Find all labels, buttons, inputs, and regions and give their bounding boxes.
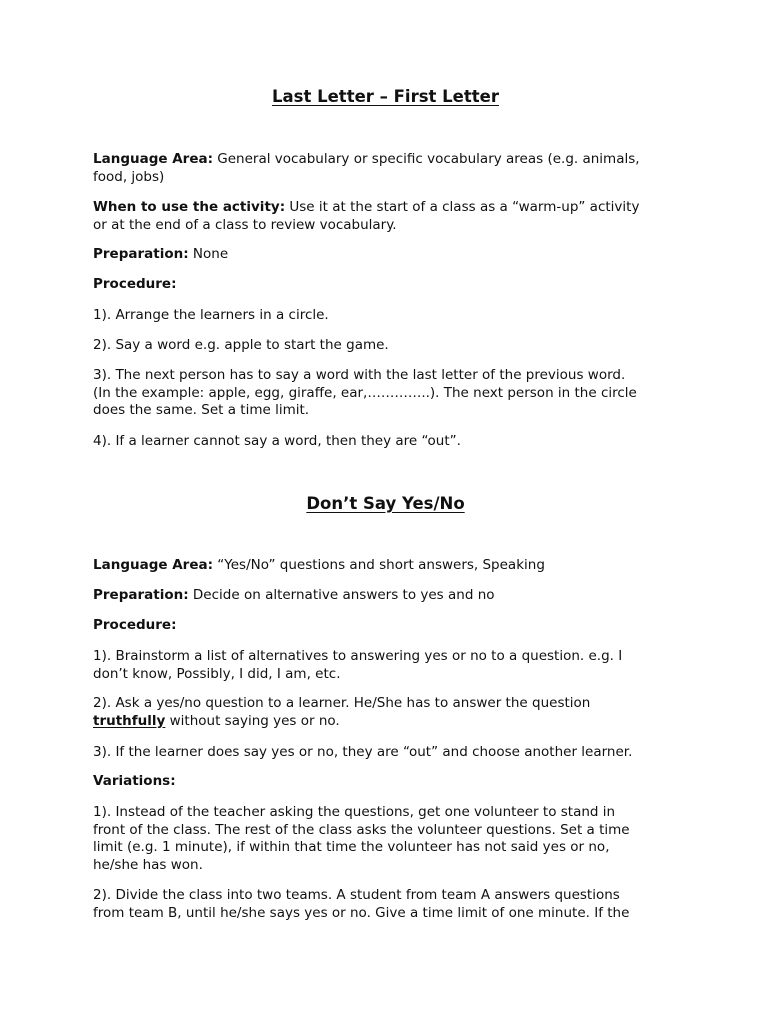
section2-language-area — [93, 557, 678, 575]
when-label: When to use the activity: — [93, 199, 286, 215]
variation-line: limit (e.g. 1 minute), if within that time the volunteer has not said yes or no, — [93, 839, 610, 855]
step-line: don’t know, Possibly, I did, I am, etc. — [93, 665, 341, 682]
language-area-text-cont: food, jobs) — [93, 168, 165, 185]
language-area-label: Language Area: — [93, 151, 213, 167]
section2-variation-2 — [93, 887, 678, 922]
emphasis-truthfully: truthfully — [93, 712, 166, 729]
step-line: 3). If the learner does say yes or no, they are “out” and choose another learner. — [93, 744, 633, 760]
step-line-rest: without saying yes or no. — [165, 712, 340, 729]
when-text: Use it at the start of a class as a “warm-up” activity — [285, 199, 640, 215]
when-text-cont: or at the end of a class to review vocabulary. — [93, 216, 397, 233]
section1-procedure-label: Procedure: — [93, 276, 177, 292]
step-line: 4). If a learner cannot say a word, then they are “out”. — [93, 433, 461, 449]
step-line: 1). Brainstorm a list of alternatives to answering yes or no to a question. e.g. I — [93, 648, 623, 664]
variation-line: he/she has won. — [93, 856, 203, 873]
section2-step-1 — [93, 648, 678, 683]
variation-line: from team B, until he/she says yes or no. Give a time limit of one minute. If the — [93, 904, 630, 921]
section2-preparation — [93, 587, 678, 605]
section1-preparation — [93, 246, 678, 264]
step-line: (In the example: apple, egg, giraffe, ear,…………..). The next person in the circle — [93, 384, 637, 401]
language-area-text: General vocabulary or specific vocabulary areas (e.g. animals, — [213, 151, 640, 167]
section1-title: Last Letter – First Letter — [272, 87, 499, 106]
variation-line: front of the class. The rest of the class asks the volunteer questions. Set a time — [93, 821, 630, 838]
section2-step-3 — [93, 744, 678, 762]
section1-step-4 — [93, 433, 678, 451]
section2-procedure-label: Procedure: — [93, 617, 177, 633]
preparation-label: Preparation: — [93, 246, 189, 262]
step-line: 3). The next person has to say a word with the last letter of the previous word. — [93, 367, 626, 383]
preparation-text: Decide on alternative answers to yes and no — [188, 587, 495, 603]
section2-step-2 — [93, 695, 678, 730]
section1-step-1 — [93, 307, 678, 325]
section2-variations-label: Variations: — [93, 773, 176, 789]
step-line: 2). Say a word e.g. apple to start the game. — [93, 337, 389, 353]
variation-line: 2). Divide the class into two teams. A student from team A answers questions — [93, 887, 620, 903]
language-area-label: Language Area: — [93, 557, 213, 573]
step-line: 2). Ask a yes/no question to a learner. He/She has to answer the question — [93, 695, 591, 711]
section1-step-3 — [93, 367, 678, 420]
section1-language-area — [93, 151, 678, 186]
step-line: 1). Arrange the learners in a circle. — [93, 307, 329, 323]
preparation-text: None — [188, 246, 229, 262]
preparation-label: Preparation: — [93, 587, 189, 603]
section2-variation-1 — [93, 804, 678, 874]
variation-line: 1). Instead of the teacher asking the questions, get one volunteer to stand in — [93, 804, 616, 820]
section1-step-2 — [93, 337, 678, 355]
section2-title: Don’t Say Yes/No — [306, 494, 465, 513]
step-line: does the same. Set a time limit. — [93, 402, 310, 418]
language-area-text: “Yes/No” questions and short answers, Speaking — [213, 557, 545, 573]
section1-when-to-use — [93, 199, 678, 234]
